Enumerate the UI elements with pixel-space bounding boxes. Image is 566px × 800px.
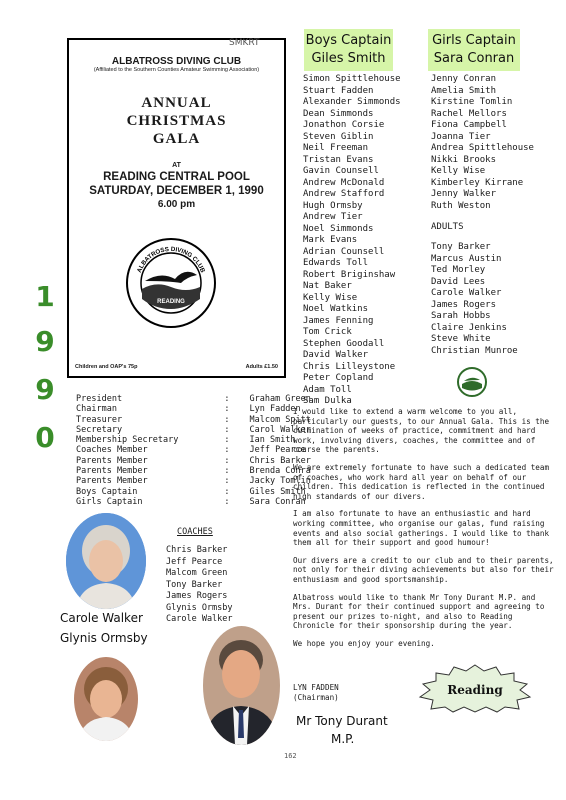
committee-separator: : xyxy=(224,394,230,404)
signature-role: (Chairman) xyxy=(293,692,339,702)
letter-paragraph-6: We hope you enjoy your evening. xyxy=(293,638,435,648)
adults-list-item: David Lees xyxy=(431,276,486,287)
committee-separator: : xyxy=(224,466,230,477)
girls-list-item: Joanna Tier xyxy=(431,131,491,142)
committee-role: Parents Member xyxy=(76,466,148,477)
adults-list-item: Steve White xyxy=(431,334,491,344)
girls-list-item: Kelly Wise xyxy=(431,166,486,176)
girls-list-item: Amelia Smith xyxy=(431,85,497,96)
club-emblem-logo xyxy=(125,237,217,329)
portrait-woman-1 xyxy=(66,513,146,609)
boys-captain-title: Boys Captain xyxy=(305,33,392,48)
boys-list-item: David Walker xyxy=(303,350,369,360)
year-digit-2: 9 xyxy=(35,325,55,358)
adults-list-item: Tony Barker xyxy=(431,242,491,252)
cover-price-adults: Adults £1.50 xyxy=(245,364,278,370)
emblem-top-text: ALBATROSS DIVING CLUB xyxy=(135,245,207,274)
caption-mp: M.P. xyxy=(331,732,355,746)
coaches-heading: COACHES xyxy=(177,527,213,537)
adults-list-item: Marcus Austin xyxy=(431,253,502,264)
committee-separator: : xyxy=(224,404,230,415)
committee-name: Jeff Pearce xyxy=(249,445,306,456)
committee-row xyxy=(76,456,311,466)
boys-captain-name: Giles Smith xyxy=(311,51,386,66)
letter-paragraph-1: I would like to extend a warm welcome to you all, particularly our guests, to our Annual Gala. This is the culmination of weeks of practice, commitment and hard work, involving divers, coaches, the committee and of course the parents. xyxy=(293,407,550,455)
adults-list-item: James Rogers xyxy=(431,299,497,310)
adults-list-item: Sarah Hobbs xyxy=(431,311,491,321)
boys-list-item: Nat Baker xyxy=(303,281,352,291)
committee-role: President xyxy=(76,394,123,404)
boys-list-item: Dean Simmonds xyxy=(303,108,374,119)
girls-captain-tag xyxy=(428,29,520,71)
cover-club-name: ALBATROSS DIVING CLUB xyxy=(111,56,242,67)
cover-event-line3: GALA xyxy=(152,131,201,147)
girls-list-item: Kimberley Kirrane xyxy=(431,177,524,188)
adults-list-item: Claire Jenkins xyxy=(431,322,507,333)
committee-separator: : xyxy=(224,455,230,466)
committee-row xyxy=(76,466,311,476)
committee-separator: : xyxy=(224,445,230,456)
boys-list-item: Sam Dulka xyxy=(303,396,352,406)
coach-list-item: Tony Barker xyxy=(166,579,223,590)
coach-list-item: James Rogers xyxy=(166,591,228,601)
cover-time: 6.00 pm xyxy=(157,199,196,210)
letter-paragraph-4: Our divers are a credit to our club and to their parents, not only for their diving achievements but also for their enthusiasm and good sportsmanship. xyxy=(293,555,554,584)
cover-price-children: Children and OAP's 75p xyxy=(75,364,138,370)
letter-paragraph-2: We are extremely fortunate to have such a dedicated team of coaches, who work hard all year on behalf of our children. This dedication is reflected in the continued high standards of our divers. xyxy=(293,462,550,501)
committee-row xyxy=(76,415,311,425)
committee-name: Graham Green xyxy=(249,394,311,404)
boys-list-item: Mark Evans xyxy=(303,235,358,245)
boys-list-item: Peter Copland xyxy=(303,373,374,383)
coach-list-item: Malcom Green xyxy=(166,568,228,578)
adults-list-item: Ted Morley xyxy=(431,265,486,275)
programme-cover xyxy=(67,38,286,378)
caption-glynis-ormsby: Glynis Ormsby xyxy=(60,631,148,645)
photo-tony-durant xyxy=(203,626,280,745)
boys-list-item: Tristan Evans xyxy=(303,154,374,165)
coaches-list xyxy=(166,545,233,626)
committee-role: Girls Captain xyxy=(76,496,143,507)
emblem-bottom-text: READING xyxy=(157,299,185,305)
coach-list-item: Glynis Ormsby xyxy=(166,602,233,613)
small-club-logo xyxy=(457,367,487,397)
boys-list-item: Edwards Toll xyxy=(303,258,369,268)
committee-table xyxy=(76,394,311,507)
committee-row xyxy=(76,476,311,486)
committee-row xyxy=(76,394,311,404)
boys-list-item: Andrew Stafford xyxy=(303,189,385,199)
committee-name: Carol Walker xyxy=(249,424,311,435)
committee-role: Boys Captain xyxy=(76,486,138,497)
letter-paragraph-3: I am also fortunate to have an enthusiastic and hard working committee, who organise our galas, fund raising events and also social gatherings. I would like to thank them all for their support and good humour! xyxy=(293,509,550,548)
boys-list-item: Stephen Goodall xyxy=(303,338,385,349)
boys-list-item: Kelly Wise xyxy=(303,292,358,303)
cover-event-line1: ANNUAL xyxy=(141,95,212,111)
boys-list-item: Noel Simmonds xyxy=(303,223,374,234)
boys-list-item: Andrew Tier xyxy=(303,212,363,222)
year-digit-3: 9 xyxy=(35,373,55,406)
adults-team-list xyxy=(431,242,518,357)
committee-name: Malcom Spitt xyxy=(249,414,311,425)
committee-name: Brenda Conra xyxy=(249,466,311,477)
committee-separator: : xyxy=(224,476,230,487)
boys-list-item: Adam Toll xyxy=(303,384,352,395)
boys-list-item: Adrian Counsell xyxy=(303,246,385,257)
chairman-letter xyxy=(293,407,555,656)
committee-row xyxy=(76,404,311,414)
girls-list-item: Kirstine Tomlin xyxy=(431,97,513,107)
reading-badge-text: Reading xyxy=(447,683,503,697)
cover-at: AT xyxy=(172,162,181,169)
letter-paragraph-5: Albatross would like to thank Mr Tony Durant M.P. and Mrs. Durant for their continued support and agreeing to present our prizes to-night, and also to Reading Chronicle for their sponsorship during the year. xyxy=(293,592,545,631)
portrait-woman-2 xyxy=(74,657,138,741)
cover-date: SATURDAY, DECEMBER 1, 1990 xyxy=(89,185,264,197)
committee-separator: : xyxy=(224,435,230,446)
cover-venue: READING CENTRAL POOL xyxy=(103,171,250,183)
committee-role: Chairman xyxy=(76,404,117,415)
cover-event-line2: CHRISTMAS xyxy=(126,113,227,129)
boys-list-item: Robert Briginshaw xyxy=(303,269,396,280)
girls-list-item: Andrea Spittlehouse xyxy=(431,143,534,153)
committee-role: Coaches Member xyxy=(76,445,148,456)
boys-list-item: James Fenning xyxy=(303,315,374,326)
coach-list-item: Carole Walker xyxy=(166,614,233,624)
committee-row xyxy=(76,497,311,507)
committee-separator: : xyxy=(224,496,230,507)
caption-tony-durant: Mr Tony Durant xyxy=(296,714,388,728)
cover-affiliation: (Affiliated to the Southern Counties Amateur Swimming Association) xyxy=(93,67,260,73)
boys-list-item: Andrew McDonald xyxy=(303,177,385,188)
boys-list-item: Hugh Ormsby xyxy=(303,200,363,211)
committee-name: Chris Barker xyxy=(249,455,311,466)
girls-list-item: Jenny Conran xyxy=(431,74,497,84)
committee-role: Secretary xyxy=(76,424,123,435)
committee-row xyxy=(76,445,311,455)
boys-list-item: Chris Lilleystone xyxy=(303,361,396,372)
girls-list-item: Nikki Brooks xyxy=(431,154,497,165)
girls-list-item: Ruth Weston xyxy=(431,200,491,211)
girls-captain-name: Sara Conran xyxy=(433,51,515,66)
committee-separator: : xyxy=(224,486,230,497)
committee-row xyxy=(76,435,311,445)
caption-carole-walker: Carole Walker xyxy=(60,611,143,625)
portrait-man xyxy=(203,626,280,745)
girls-team-list xyxy=(431,74,534,212)
boys-team-list xyxy=(303,74,401,408)
boys-list-item: Neil Freeman xyxy=(303,143,369,153)
letter-signature xyxy=(293,683,339,702)
committee-name: Jacky Tomlin xyxy=(249,476,311,487)
committee-role: Parents Member xyxy=(76,455,148,466)
committee-row xyxy=(76,487,311,497)
committee-role: Treasurer xyxy=(76,414,123,425)
year-digit-4: 0 xyxy=(35,421,55,454)
boys-list-item: Steven Giblin xyxy=(303,131,374,142)
committee-role: Parents Member xyxy=(76,476,148,487)
girls-list-item: Rachel Mellors xyxy=(431,108,507,119)
committee-separator: : xyxy=(224,424,230,435)
girls-captain-title: Girls Captain xyxy=(432,33,516,48)
page-number: 162 xyxy=(284,752,297,760)
cover-annotation: SMKRT xyxy=(229,38,260,48)
boys-list-item: Jonathon Corsie xyxy=(303,120,385,130)
committee-name: Sara Conran xyxy=(249,496,306,507)
adults-heading: ADULTS xyxy=(431,222,464,232)
boys-list-item: Noel Watkins xyxy=(303,304,369,314)
girls-list-item: Fiona Campbell xyxy=(431,120,507,130)
year-digit-1: 1 xyxy=(35,280,55,313)
reading-badge xyxy=(418,663,533,713)
committee-row xyxy=(76,425,311,435)
boys-list-item: Alexander Simmonds xyxy=(303,97,401,107)
photo-glynis-ormsby xyxy=(74,657,138,741)
committee-name: Giles Smith xyxy=(249,486,306,497)
boys-list-item: Stuart Fadden xyxy=(303,85,374,96)
coach-list-item: Jeff Pearce xyxy=(166,556,223,567)
committee-name: Ian Smith xyxy=(249,435,296,446)
boys-list-item: Simon Spittlehouse xyxy=(303,74,401,84)
adults-list-item: Carole Walker xyxy=(431,288,502,298)
boys-list-item: Gavin Counsell xyxy=(303,166,379,176)
boys-captain-tag xyxy=(304,29,393,71)
signature-name: LYN FADDEN xyxy=(293,683,339,692)
girls-list-item: Jenny Walker xyxy=(431,189,497,199)
committee-name: Lyn Fadden xyxy=(249,404,301,415)
committee-separator: : xyxy=(224,414,230,425)
boys-list-item: Tom Crick xyxy=(303,327,352,337)
adults-list-item: Christian Munroe xyxy=(431,345,518,356)
coach-list-item: Chris Barker xyxy=(166,545,228,555)
photo-carole-walker xyxy=(66,513,146,609)
committee-role: Membership Secretary xyxy=(76,435,179,446)
